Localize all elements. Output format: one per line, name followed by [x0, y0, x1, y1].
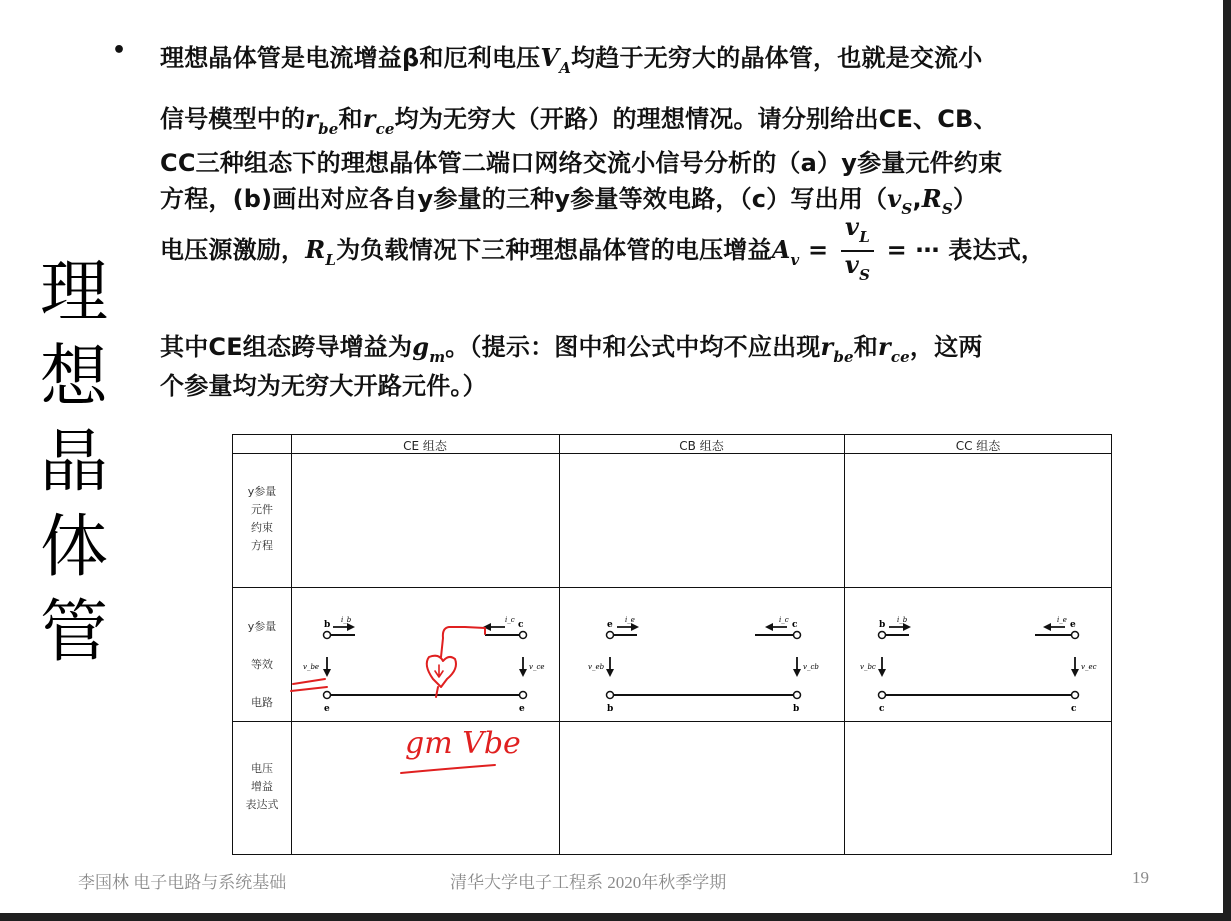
row-label-gain: 电压 增益 表达式	[245, 762, 279, 811]
node-label: b	[607, 704, 614, 714]
terminal-node	[520, 632, 527, 639]
handwritten-annotation	[291, 627, 521, 773]
current-label: i_c	[779, 616, 789, 624]
current-label: i_c	[505, 616, 515, 624]
handwritten-gm-vbe: gm Vbe	[405, 726, 521, 761]
red-underline	[401, 765, 495, 773]
current-label: i_b	[897, 616, 908, 624]
node-label: c	[518, 620, 524, 630]
circuit-cb	[588, 616, 819, 714]
col-header-cb: CB 组态	[679, 439, 724, 453]
text-line-5: 电压源激励，$R_L$为负载情况下三种理想晶体管的电压增益$A_v$ = $\frac{v_L}{v_S}$ = ⋯ 表达式，	[160, 214, 1045, 288]
node-label: b	[324, 620, 331, 630]
current-label: i_b	[341, 616, 352, 624]
circuit-ce	[303, 616, 545, 714]
terminal-node	[520, 692, 527, 699]
node-label: e	[519, 704, 525, 714]
voltage-label: v_ce	[529, 663, 545, 671]
current-source-symbol	[427, 656, 456, 687]
side-title: 理想晶体管	[39, 253, 108, 672]
terminal-node	[794, 692, 801, 699]
analysis-table	[232, 434, 1112, 855]
node-label: c	[1071, 704, 1077, 714]
terminal-node	[607, 692, 614, 699]
text-line-7: 个参量均为无穷大开路元件。）	[160, 372, 487, 400]
terminal-node	[324, 692, 331, 699]
node-label: e	[1070, 620, 1076, 630]
footer-author: 李国林 电子电路与系统基础	[78, 873, 287, 892]
node-label: b	[793, 704, 800, 714]
node-label: b	[879, 620, 886, 630]
row-label-circuit: y参量 等效 电路	[247, 620, 277, 709]
terminal-node	[879, 632, 886, 639]
text-line-2: 信号模型中的$r_{be}$和$r_{ce}$均为无穷大（开路）的理想情况。请分别给出CE、CB、	[160, 104, 998, 138]
circuit-cc	[860, 616, 1097, 714]
current-label: i_e	[1057, 616, 1067, 624]
terminal-node	[1072, 692, 1079, 699]
node-label: e	[324, 704, 330, 714]
voltage-label: v_ec	[1081, 663, 1097, 671]
node-label: e	[607, 620, 613, 630]
gain-fraction: $\frac{v_L}{v_S}$	[841, 214, 874, 288]
text-line-1: 理想晶体管是电流增益β和厄利电压$V_A$均趋于无穷大的晶体管，也就是交流小	[160, 43, 983, 77]
red-stroke	[441, 627, 485, 657]
red-stroke	[435, 665, 443, 677]
red-stroke	[293, 679, 325, 684]
node-label: c	[879, 704, 885, 714]
terminal-node	[607, 632, 614, 639]
text-line-4: 方程，(b)画出对应各自y参量的三种y参量等效电路，（c）写出用$(v_S,R_S)$	[160, 184, 978, 218]
row-label-equations: y参量 元件 约束 方程	[247, 485, 277, 552]
voltage-label: v_be	[303, 663, 320, 671]
voltage-label: v_eb	[588, 663, 605, 671]
col-header-ce: CE 组态	[403, 439, 447, 453]
terminal-node	[794, 632, 801, 639]
footer-institution: 清华大学电子工程系 2020年秋季学期	[450, 873, 727, 892]
bullet-marker: •	[112, 38, 127, 63]
circuit-diagrams	[233, 435, 1113, 856]
node-label: c	[792, 620, 798, 630]
text-line-3: CC三种组态下的理想晶体管二端口网络交流小信号分析的（a）y参量元件约束	[160, 149, 1003, 177]
terminal-node	[324, 632, 331, 639]
col-header-cc: CC 组态	[955, 439, 1001, 453]
text-line-6: 其中CE组态跨导增益为$g_m$。（提示：图中和公式中均不应出现$r_{be}$和$r_{ce}$，这两	[160, 332, 983, 366]
red-stroke	[291, 687, 327, 691]
voltage-label: v_bc	[860, 663, 876, 671]
page-number: 19	[1132, 868, 1149, 887]
terminal-node	[1072, 632, 1079, 639]
current-label: i_e	[625, 616, 635, 624]
terminal-node	[879, 692, 886, 699]
voltage-label: v_cb	[803, 663, 819, 671]
